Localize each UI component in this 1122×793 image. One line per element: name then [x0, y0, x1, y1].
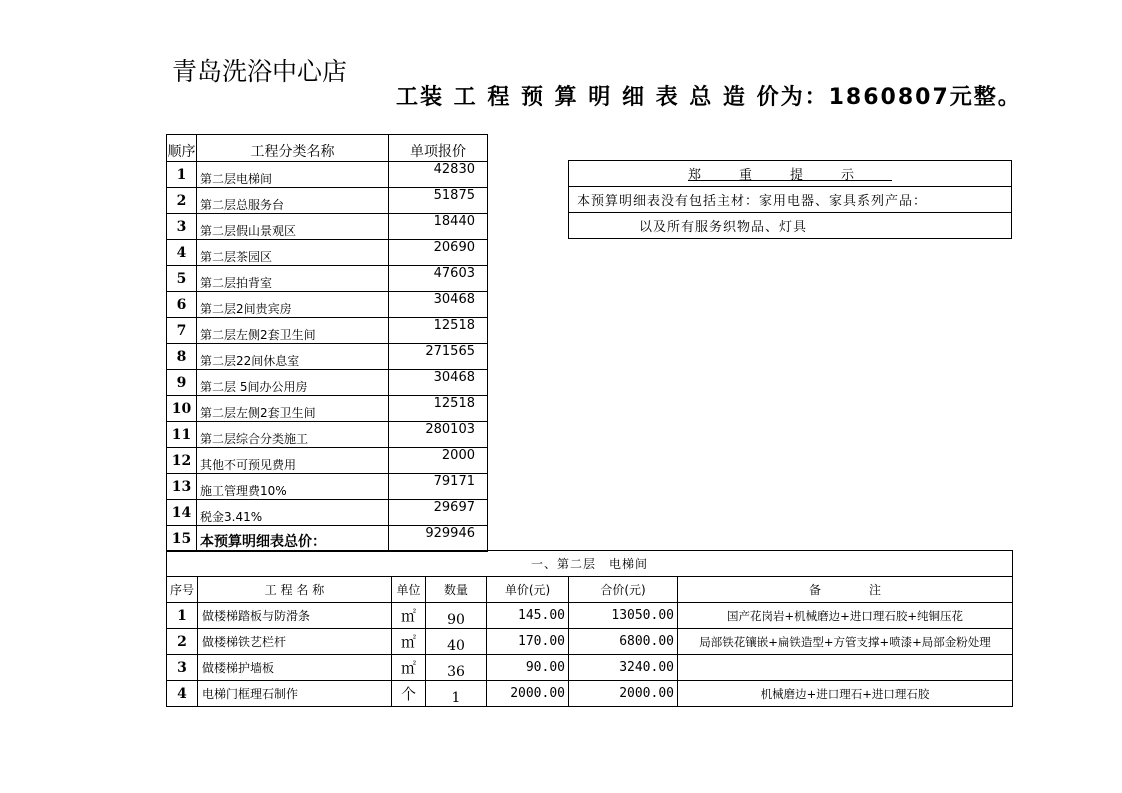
- summary-row-no: 14: [167, 500, 197, 526]
- detail-header-unit: 单位: [392, 577, 426, 603]
- summary-row-no: 9: [167, 370, 197, 396]
- detail-row-name: 做楼梯踏板与防滑条: [198, 603, 392, 629]
- detail-row-total: 2000.00: [569, 681, 678, 707]
- summary-row-price: 20690: [389, 240, 488, 266]
- notice-line-2: 以及所有服务织物品、灯具: [569, 213, 1012, 239]
- summary-row-name: 第二层2间贵宾房: [197, 292, 389, 318]
- detail-row-unit-price: 2000.00: [487, 681, 569, 707]
- summary-row: [167, 422, 488, 448]
- detail-row-unit: ㎡: [392, 603, 426, 629]
- summary-row-name: 第二层假山景观区: [197, 214, 389, 240]
- summary-row-price: 79171: [389, 474, 488, 500]
- section-title: 一、第二层 电梯间: [167, 551, 1013, 577]
- summary-row-price: 47603: [389, 266, 488, 292]
- summary-row: [167, 318, 488, 344]
- summary-row: [167, 188, 488, 214]
- summary-row: [167, 474, 488, 500]
- summary-row-name: 第二层拍背室: [197, 266, 389, 292]
- detail-row-unit-price: 145.00: [487, 603, 569, 629]
- detail-row-unit-price: 90.00: [487, 655, 569, 681]
- summary-row: [167, 370, 488, 396]
- summary-row: [167, 162, 488, 188]
- detail-row-qty: 1: [426, 681, 487, 707]
- summary-row-no: 13: [167, 474, 197, 500]
- detail-row-qty: 90: [426, 603, 487, 629]
- detail-row-name: 做楼梯护墙板: [198, 655, 392, 681]
- detail-row-name: 做楼梯铁艺栏杆: [198, 629, 392, 655]
- summary-header-no: 顺序: [167, 135, 197, 162]
- detail-row: [167, 655, 1013, 681]
- summary-row-price: 12518: [389, 396, 488, 422]
- notice-line-1: 本预算明细表没有包括主材：家用电器、家具系列产品：: [569, 187, 1012, 213]
- summary-row-name: 施工管理费10%: [197, 474, 389, 500]
- summary-row: [167, 448, 488, 474]
- summary-row-no: 11: [167, 422, 197, 448]
- detail-row-total: 3240.00: [569, 655, 678, 681]
- detail-table: [166, 550, 1013, 707]
- summary-row-no: 6: [167, 292, 197, 318]
- summary-row: [167, 214, 488, 240]
- detail-row-note: 国产花岗岩+机械磨边+进口理石胶+纯铜压花: [678, 603, 1013, 629]
- summary-row-name: 第二层左侧2套卫生间: [197, 396, 389, 422]
- summary-row: [167, 396, 488, 422]
- summary-row-name: 第二层总服务台: [197, 188, 389, 214]
- summary-row-name: 第二层22间休息室: [197, 344, 389, 370]
- summary-row-price: 12518: [389, 318, 488, 344]
- summary-header-row: [167, 135, 488, 162]
- summary-row-price: 2000: [389, 448, 488, 474]
- summary-row: [167, 500, 488, 526]
- detail-header-note: 备 注: [678, 577, 1013, 603]
- summary-row-no: 7: [167, 318, 197, 344]
- summary-row-price: 29697: [389, 500, 488, 526]
- detail-row-no: 1: [167, 603, 198, 629]
- detail-row: [167, 603, 1013, 629]
- detail-row: [167, 629, 1013, 655]
- document-title: 工装 工 程 预 算 明 细 表 总 造 价为：1860807元整。: [396, 85, 1022, 110]
- summary-row-price: 30468: [389, 370, 488, 396]
- detail-header-no: 序号: [167, 577, 198, 603]
- summary-row-name: 第二层 5间办公用房: [197, 370, 389, 396]
- summary-header-name: 工程分类名称: [197, 135, 389, 162]
- summary-row-price: 30468: [389, 292, 488, 318]
- summary-row-name: 其他不可预见费用: [197, 448, 389, 474]
- detail-row-unit-price: 170.00: [487, 629, 569, 655]
- summary-row-no: 8: [167, 344, 197, 370]
- detail-row-no: 4: [167, 681, 198, 707]
- summary-row-no: 10: [167, 396, 197, 422]
- summary-row-name: 本预算明细表总价：: [197, 526, 389, 552]
- summary-row-no: 4: [167, 240, 197, 266]
- section-title-row: [167, 551, 1013, 577]
- summary-table: [166, 134, 488, 552]
- summary-row-price: 271565: [389, 344, 488, 370]
- summary-row-name: 第二层茶园区: [197, 240, 389, 266]
- summary-row-price: 18440: [389, 214, 488, 240]
- detail-header-row: [167, 577, 1013, 603]
- notice-title-cell: [569, 161, 1012, 187]
- summary-row-no: 2: [167, 188, 197, 214]
- detail-row-unit: ㎡: [392, 629, 426, 655]
- detail-row-no: 3: [167, 655, 198, 681]
- detail-row-name: 电梯门框理石制作: [198, 681, 392, 707]
- detail-row-note: 局部铁花镶嵌+扁铁造型+方管支撑+喷漆+局部金粉处理: [678, 629, 1013, 655]
- store-name: 青岛洗浴中心店: [172, 57, 348, 86]
- detail-row-note: 机械磨边+进口理石+进口理石胶: [678, 681, 1013, 707]
- detail-row-qty: 40: [426, 629, 487, 655]
- detail-row-unit: ㎡: [392, 655, 426, 681]
- detail-header-name: 工 程 名 称: [198, 577, 392, 603]
- summary-row-price: 280103: [389, 422, 488, 448]
- summary-row-price: 51875: [389, 188, 488, 214]
- detail-header-total: 合价(元): [569, 577, 678, 603]
- summary-row-no: 5: [167, 266, 197, 292]
- summary-row: [167, 266, 488, 292]
- detail-row-qty: 36: [426, 655, 487, 681]
- detail-header-qty: 数量: [426, 577, 487, 603]
- summary-row: [167, 292, 488, 318]
- detail-row: [167, 681, 1013, 707]
- summary-row-name: 第二层左侧2套卫生间: [197, 318, 389, 344]
- summary-row-no: 12: [167, 448, 197, 474]
- detail-row-total: 13050.00: [569, 603, 678, 629]
- summary-header-price: 单项报价: [389, 135, 488, 162]
- summary-row: [167, 240, 488, 266]
- detail-row-total: 6800.00: [569, 629, 678, 655]
- summary-row-price: 929946: [389, 526, 488, 552]
- detail-row-no: 2: [167, 629, 198, 655]
- summary-row: [167, 344, 488, 370]
- summary-row-name: 第二层综合分类施工: [197, 422, 389, 448]
- detail-row-note: [678, 655, 1013, 681]
- summary-row-no: 3: [167, 214, 197, 240]
- summary-row: [167, 526, 488, 552]
- summary-row-name: 税金3.41%: [197, 500, 389, 526]
- detail-row-unit: 个: [392, 681, 426, 707]
- notice-title: 郑重提示: [687, 168, 892, 183]
- summary-row-name: 第二层电梯间: [197, 162, 389, 188]
- notice-box: [568, 160, 1012, 239]
- detail-header-unit-price: 单价(元): [487, 577, 569, 603]
- summary-row-no: 1: [167, 162, 197, 188]
- summary-row-price: 42830: [389, 162, 488, 188]
- summary-row-no: 15: [167, 526, 197, 552]
